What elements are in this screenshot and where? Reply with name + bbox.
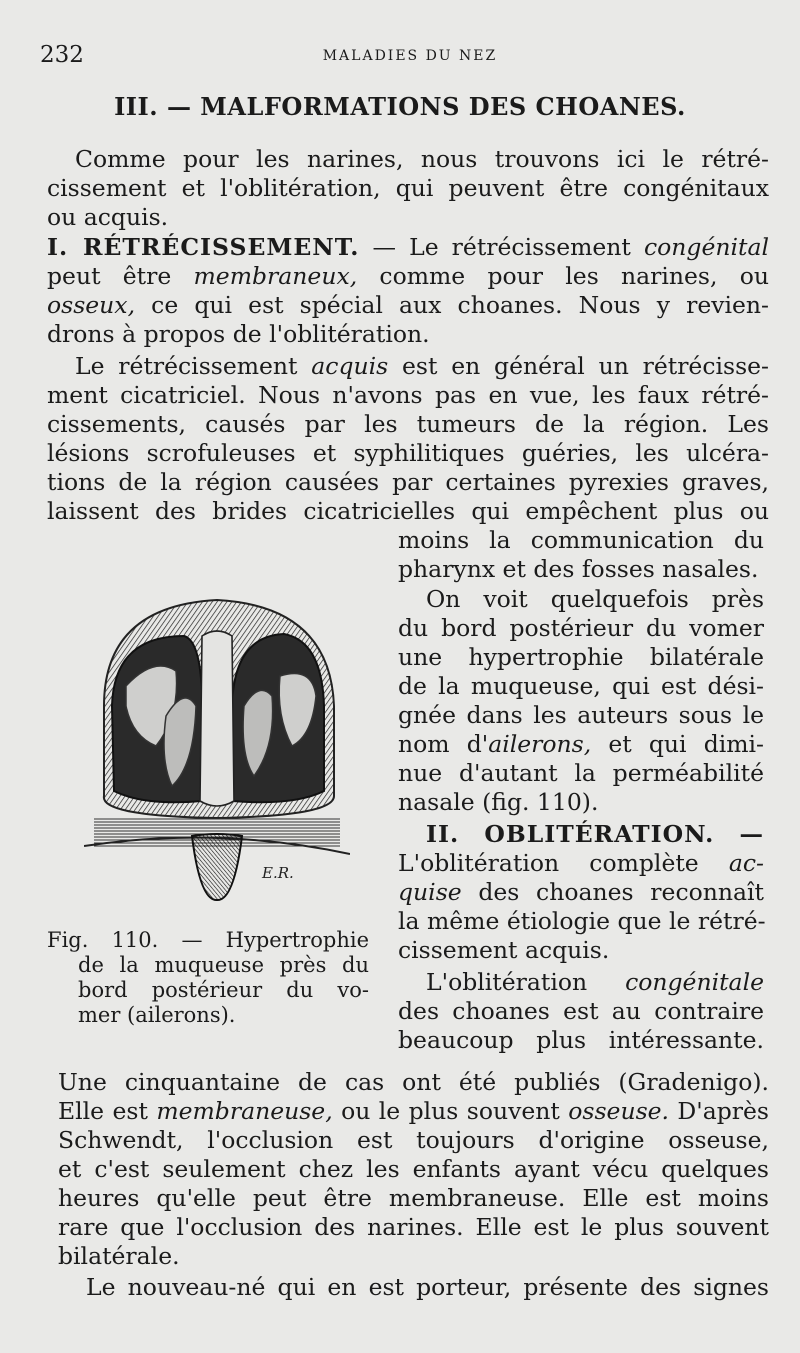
text-run: nom d' [398, 730, 489, 758]
text-line: gnée dans les auteurs sous le [398, 701, 764, 729]
running-title: MALADIES DU NEZ [322, 48, 498, 64]
text-line: tions de la région causées par certaines pyrexies graves, [47, 468, 769, 496]
subheading-obliteration: II. OBLITÉRATION. — [426, 820, 764, 848]
running-header [40, 42, 780, 72]
text-line: On voit quelquefois près [426, 585, 764, 613]
figure-caption: de la muqueuse près du [78, 953, 369, 977]
text-line: Le nouveau-né qui en est porteur, présente des signes [86, 1273, 769, 1301]
italic-run: ac- [728, 849, 764, 877]
text-line [47, 233, 769, 262]
text-line: laissent des brides cicatricielles qui empêchent plus ou [47, 497, 769, 525]
figure-caption: mer (ailerons). [78, 1003, 236, 1027]
text-line: pharynx et des fosses nasales. [398, 555, 759, 583]
text-run: est en général un rétrécisse- [388, 352, 769, 380]
text-line: du bord postérieur du vomer [398, 614, 764, 642]
text-line [398, 968, 764, 997]
text-line: des choanes est au contraire [398, 997, 764, 1025]
text-run: — Le rétrécissement [359, 233, 644, 261]
page-number: 232 [40, 42, 84, 68]
text-line: Comme pour les narines, nous trouvons ici le rétré- [75, 145, 769, 173]
text-line [47, 291, 769, 320]
subheading-retrecissement: I. RÉTRÉCISSEMENT. [47, 233, 360, 261]
text-line: une hypertrophie bilatérale [398, 643, 764, 671]
text-line: rare que l'occlusion des narines. Elle est le plus souvent [58, 1213, 769, 1241]
text-line [58, 1097, 769, 1126]
italic-run: congénitale [625, 968, 764, 996]
section-title: III. — MALFORMATIONS DES CHOANES. [114, 92, 686, 121]
text-line: de la muqueuse, qui est dési- [398, 672, 764, 700]
italic-run: membraneux, [193, 262, 358, 290]
text-line: cissements, causés par les tumeurs de la région. Les [47, 410, 769, 438]
figure-110 [84, 596, 350, 902]
text-line: ment cicatriciel. Nous n'avons pas en vue, les faux rétré- [47, 381, 769, 409]
italic-run: osseuse. [568, 1097, 670, 1125]
italic-run: osseux, [47, 291, 136, 319]
text-line: drons à propos de l'oblitération. [47, 320, 430, 348]
text-run: Elle est [58, 1097, 157, 1125]
italic-run: congénital [643, 233, 769, 261]
text-line: cissement acquis. [398, 936, 610, 964]
text-line: heures qu'elle peut être membraneuse. Elle est moins [58, 1184, 769, 1212]
text-run: L'oblitération [426, 968, 626, 996]
italic-run: acquis [311, 352, 389, 380]
text-line [398, 849, 764, 878]
text-run: ce qui est spécial aux choanes. Nous y revien- [135, 291, 769, 319]
text-line: Une cinquantaine de cas ont été publiés (Gradenigo). [58, 1068, 769, 1096]
text-line: bilatérale. [58, 1242, 180, 1270]
text-run: des choanes reconnaît [461, 878, 764, 906]
text-run: ou le plus souvent [332, 1097, 569, 1125]
text-line: cissement et l'oblitération, qui peuvent être congénitaux [47, 174, 769, 202]
text-run: D'après [669, 1097, 769, 1125]
choanae-engraving [84, 596, 350, 902]
text-line: lésions scrofuleuses et syphilitiques guéries, les ulcéra- [47, 439, 769, 467]
text-line [47, 352, 769, 381]
italic-run: ailerons, [488, 730, 592, 758]
engraver-signature: E.R. [262, 864, 294, 882]
text-line: ou acquis. [47, 203, 169, 231]
text-line: beaucoup plus intéressante. [398, 1026, 764, 1054]
text-line: nasale (fig. 110). [398, 788, 599, 816]
text-line: et c'est seulement chez les enfants ayant vécu quelques [58, 1155, 769, 1183]
text-line: Schwendt, l'occlusion est toujours d'origine osseuse, [58, 1126, 769, 1154]
figure-caption: Fig. 110. — Hypertrophie [47, 928, 369, 952]
text-line [398, 730, 764, 759]
text-run: comme pour les narines, ou [357, 262, 769, 290]
text-line [398, 878, 764, 907]
text-run: peut être [47, 262, 194, 290]
figure-caption: bord postérieur du vo- [78, 978, 369, 1002]
text-line: nue d'autant la perméabilité [398, 759, 764, 787]
italic-run: quise [398, 878, 462, 906]
text-line: moins la communication du [398, 526, 764, 554]
text-line: la même étiologie que le rétré- [398, 907, 766, 935]
italic-run: membraneuse, [156, 1097, 333, 1125]
text-line [47, 262, 769, 291]
text-run: Le rétrécissement [75, 352, 312, 380]
text-run: L'oblitération complète [398, 849, 729, 877]
text-run: et qui dimi- [591, 730, 764, 758]
